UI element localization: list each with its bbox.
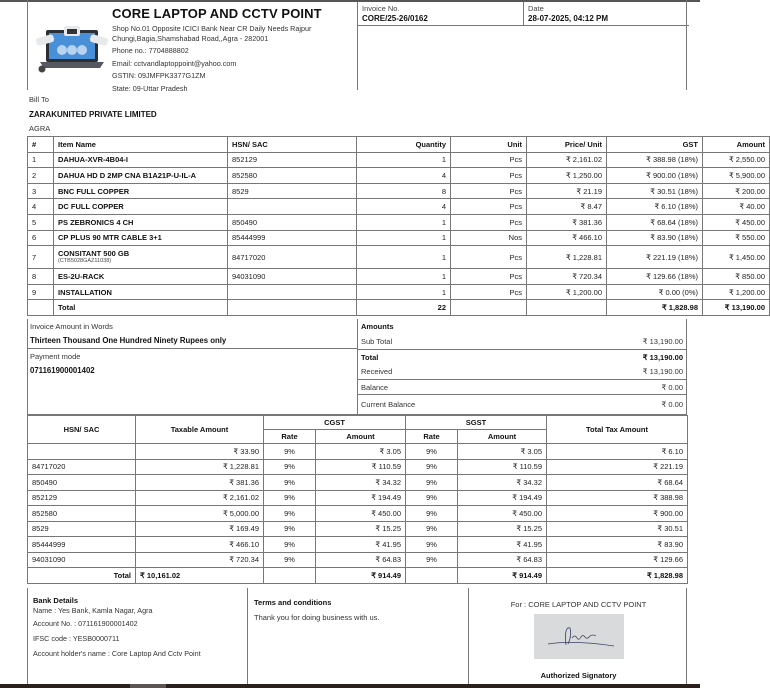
items-total-amount: ₹ 13,190.00 <box>703 300 770 316</box>
item-gst: ₹ 83.90 (18%) <box>607 230 703 246</box>
item-hsn: 850490 <box>228 214 357 230</box>
subtotal-label: Sub Total <box>361 337 393 346</box>
amount-in-words-box <box>27 319 357 415</box>
tax-sgst-amount: ₹ 64.83 <box>458 552 547 568</box>
item-row <box>28 199 770 215</box>
tax-row <box>28 490 688 506</box>
tax-taxable-amount: ₹ 1,228.81 <box>136 459 264 475</box>
tax-sgst-amount: ₹ 34.32 <box>458 475 547 491</box>
total-unit-cell <box>451 300 527 316</box>
item-row <box>28 214 770 230</box>
total-hsn-cell <box>228 300 357 316</box>
total-no-cell <box>28 300 54 316</box>
tax-sgst-rate: 9% <box>406 537 458 553</box>
tax-col-cgst: CGST <box>264 416 406 430</box>
item-name <box>54 183 228 199</box>
item-unit: Nos <box>451 230 527 246</box>
company-name: CORE LAPTOP AND CCTV POINT <box>112 6 322 21</box>
item-amount: ₹ 40.00 <box>703 199 770 215</box>
item-unit: Pcs <box>451 214 527 230</box>
balance-label: Balance <box>361 382 389 392</box>
item-name <box>54 246 228 269</box>
authorized-signatory-label: Authorized Signatory <box>540 671 617 680</box>
invoice-date-value: 28-07-2025, 04:12 PM <box>528 14 609 23</box>
item-amount: ₹ 550.00 <box>703 230 770 246</box>
item-row <box>28 246 770 269</box>
item-name-text: BNC FULL COPPER <box>58 186 130 196</box>
tax-row <box>28 444 688 460</box>
bank-details-title: Bank Details <box>33 596 79 605</box>
item-unit: Pcs <box>451 152 527 168</box>
bill-to-name: ZARAKUNITED PRIVATE LIMITED <box>29 110 157 119</box>
terms-text: Thank you for doing business with us. <box>254 613 380 622</box>
tax-row <box>28 552 688 568</box>
item-row <box>28 183 770 199</box>
tax-hsn: 94031090 <box>28 552 136 568</box>
item-quantity: 1 <box>357 246 451 269</box>
items-total-row <box>28 300 770 316</box>
invoice-page <box>27 0 765 688</box>
tax-sgst-amount: ₹ 194.49 <box>458 490 547 506</box>
tax-hsn: 852129 <box>28 490 136 506</box>
tax-taxable-amount: ₹ 720.34 <box>136 552 264 568</box>
item-gst: ₹ 68.64 (18%) <box>607 214 703 230</box>
tax-taxable-amount: ₹ 5,000.00 <box>136 506 264 522</box>
amounts-box <box>357 319 687 415</box>
tax-total: ₹ 221.19 <box>547 459 688 475</box>
col-header-amount: Amount <box>703 137 770 153</box>
company-gstin: GSTIN: 09JMFPK3377G1ZM <box>112 71 206 80</box>
amount-row-total <box>358 349 686 364</box>
item-hsn: 94031090 <box>228 269 357 285</box>
item-quantity: 1 <box>357 152 451 168</box>
amount-in-words-label: Invoice Amount in Words <box>30 322 113 331</box>
item-amount: ₹ 200.00 <box>703 183 770 199</box>
tax-summary-table <box>27 415 688 584</box>
item-unit: Pcs <box>451 168 527 184</box>
col-header-no: # <box>28 137 54 153</box>
tax-hsn: 850490 <box>28 475 136 491</box>
received-value: ₹ 13,190.00 <box>642 367 683 376</box>
item-name <box>54 168 228 184</box>
tax-total: ₹ 900.00 <box>547 506 688 522</box>
item-price: ₹ 1,250.00 <box>527 168 607 184</box>
item-quantity: 8 <box>357 183 451 199</box>
item-quantity: 1 <box>357 269 451 285</box>
company-address-line2: Chungi,Bagia,Shamshabad Road,,Agra - 282001 <box>112 33 269 43</box>
item-number: 1 <box>28 152 54 168</box>
item-name-text: CONSITANT 500 GB <box>58 249 130 259</box>
amount-row-subtotal <box>358 334 686 349</box>
item-row <box>28 152 770 168</box>
tax-hsn: 852580 <box>28 506 136 522</box>
bank-details <box>28 588 247 688</box>
tax-hsn: 8529 <box>28 521 136 537</box>
company-address-line1: Shop No.01 Opposite ICICI Bank Near CR Daily Needs Rajpur <box>112 24 312 33</box>
item-gst: ₹ 388.98 (18%) <box>607 152 703 168</box>
items-total-gst: ₹ 1,828.98 <box>607 300 703 316</box>
tax-sgst-amount: ₹ 110.59 <box>458 459 547 475</box>
tax-cgst-rate: 9% <box>264 444 316 460</box>
item-name-text: INSTALLATION <box>58 287 112 297</box>
col-header-hsn: HSN/ SAC <box>228 137 357 153</box>
item-hsn: 84717020 <box>228 246 357 269</box>
col-header-price: Price/ Unit <box>527 137 607 153</box>
tax-col-sgst: SGST <box>406 416 547 430</box>
item-gst: ₹ 900.00 (18%) <box>607 168 703 184</box>
invoice-date-label: Date <box>528 4 544 13</box>
item-price: ₹ 1,228.81 <box>527 246 607 269</box>
tax-taxable-amount: ₹ 2,161.02 <box>136 490 264 506</box>
item-number: 4 <box>28 199 54 215</box>
tax-hsn: 84717020 <box>28 459 136 475</box>
tax-cgst-rate: 9% <box>264 475 316 491</box>
col-header-quantity: Quantity <box>357 137 451 153</box>
invoice-date-cell <box>524 2 689 26</box>
summary-section <box>27 319 687 415</box>
signature-image <box>534 614 624 659</box>
item-number: 7 <box>28 246 54 269</box>
tax-cgst-rate: 9% <box>264 459 316 475</box>
items-header-row <box>28 137 770 153</box>
item-amount: ₹ 5,900.00 <box>703 168 770 184</box>
item-number: 5 <box>28 214 54 230</box>
tax-cgst-rate: 9% <box>264 490 316 506</box>
item-amount: ₹ 850.00 <box>703 269 770 285</box>
tax-cgst-amount: ₹ 450.00 <box>316 506 406 522</box>
tax-total: ₹ 68.64 <box>547 475 688 491</box>
tax-total: ₹ 6.10 <box>547 444 688 460</box>
item-name-text: PS ZEBRONICS 4 CH <box>58 217 134 227</box>
item-gst: ₹ 0.00 (0%) <box>607 284 703 300</box>
bank-account-number: Account No. : 071161900001402 <box>33 619 138 628</box>
amount-row-current-balance <box>358 394 686 414</box>
tax-cgst-amount: ₹ 34.32 <box>316 475 406 491</box>
tax-total-cgst-rate <box>264 568 316 584</box>
company-info <box>112 6 357 93</box>
scrollbar-thumb[interactable] <box>130 684 166 688</box>
col-header-unit: Unit <box>451 137 527 153</box>
total-label: Total <box>361 352 379 362</box>
amount-row-received <box>358 364 686 379</box>
tax-cgst-rate: 9% <box>264 537 316 553</box>
tax-col-cgst-amount: Amount <box>316 430 406 444</box>
item-hsn <box>228 284 357 300</box>
item-number: 3 <box>28 183 54 199</box>
item-price: ₹ 2,161.02 <box>527 152 607 168</box>
item-quantity: 1 <box>357 214 451 230</box>
invoice-meta <box>357 2 688 90</box>
subtotal-value: ₹ 13,190.00 <box>642 337 683 346</box>
item-row <box>28 284 770 300</box>
invoice-footer <box>27 588 687 688</box>
tax-total: ₹ 83.90 <box>547 537 688 553</box>
amount-in-words-value: Thirteen Thousand One Hundred Ninety Rupees only <box>30 336 227 345</box>
total-value: ₹ 13,190.00 <box>642 352 683 362</box>
item-unit: Pcs <box>451 183 527 199</box>
item-amount: ₹ 1,450.00 <box>703 246 770 269</box>
balance-value: ₹ 0.00 <box>661 382 683 392</box>
item-price: ₹ 720.34 <box>527 269 607 285</box>
col-header-gst: GST <box>607 137 703 153</box>
tax-row <box>28 459 688 475</box>
item-row <box>28 230 770 246</box>
invoice-number-value: CORE/25-26/0162 <box>362 14 428 23</box>
company-email: Email: cctvandlaptoppoint@yahoo.com <box>112 58 237 68</box>
items-total-qty: 22 <box>357 300 451 316</box>
tax-row <box>28 537 688 553</box>
bottom-scrollbar[interactable] <box>0 684 700 688</box>
tax-taxable-amount: ₹ 381.36 <box>136 475 264 491</box>
item-row <box>28 269 770 285</box>
item-quantity: 1 <box>357 230 451 246</box>
signature-for-company: For : CORE LAPTOP AND CCTV POINT <box>510 600 647 609</box>
item-name-text: CP PLUS 90 MTR CABLE 3+1 <box>58 233 162 243</box>
tax-header-row-1 <box>28 416 688 430</box>
item-amount: ₹ 2,550.00 <box>703 152 770 168</box>
tax-total-sgst-amount: ₹ 914.49 <box>458 568 547 584</box>
amount-row-balance <box>358 379 686 394</box>
item-name <box>54 152 228 168</box>
amounts-title-row <box>358 319 686 334</box>
item-name-text: DC FULL COPPER <box>58 202 124 212</box>
tax-cgst-amount: ₹ 110.59 <box>316 459 406 475</box>
tax-hsn: 85444999 <box>28 537 136 553</box>
tax-sgst-rate: 9% <box>406 459 458 475</box>
invoice-number-cell <box>358 2 524 26</box>
signature-scribble-icon <box>534 614 624 659</box>
item-gst: ₹ 129.66 (18%) <box>607 269 703 285</box>
item-quantity: 1 <box>357 284 451 300</box>
item-amount: ₹ 450.00 <box>703 214 770 230</box>
items-table <box>27 136 770 316</box>
tax-row <box>28 506 688 522</box>
items-total-label: Total <box>54 300 228 316</box>
tax-cgst-amount: ₹ 41.95 <box>316 537 406 553</box>
company-state: State: 09-Uttar Pradesh <box>112 83 188 93</box>
tax-col-hsn: HSN/ SAC <box>28 416 136 444</box>
current-balance-value: ₹ 0.00 <box>661 400 683 409</box>
bank-account-holder: Account holder's name : Core Laptop And Cctv Point <box>33 649 201 658</box>
current-balance-label: Current Balance <box>361 400 416 409</box>
tax-sgst-amount: ₹ 41.95 <box>458 537 547 553</box>
laptop-cctv-logo-icon <box>36 22 108 74</box>
item-hsn: 852580 <box>228 168 357 184</box>
item-name <box>54 269 228 285</box>
item-unit: Pcs <box>451 269 527 285</box>
item-name <box>54 284 228 300</box>
item-number: 9 <box>28 284 54 300</box>
item-hsn <box>228 199 357 215</box>
item-unit: Pcs <box>451 246 527 269</box>
bank-ifsc: IFSC code : YESB0000711 <box>33 634 120 643</box>
tax-sgst-rate: 9% <box>406 521 458 537</box>
company-phone: Phone no.: 7704888802 <box>112 46 189 55</box>
tax-sgst-rate: 9% <box>406 444 458 460</box>
tax-total-cgst-amount: ₹ 914.49 <box>316 568 406 584</box>
total-price-cell <box>527 300 607 316</box>
tax-total: ₹ 129.66 <box>547 552 688 568</box>
tax-total: ₹ 30.51 <box>547 521 688 537</box>
invoice-number-label: Invoice No. <box>362 4 400 13</box>
tax-cgst-amount: ₹ 64.83 <box>316 552 406 568</box>
item-quantity: 4 <box>357 168 451 184</box>
tax-total-label: Total <box>28 568 136 584</box>
item-number: 8 <box>28 269 54 285</box>
item-name-text: DAHUA HD D 2MP CNA B1A21P-U-IL-A <box>58 170 197 180</box>
item-name-text: ES-2U-RACK <box>58 271 105 281</box>
tax-taxable-amount: ₹ 33.90 <box>136 444 264 460</box>
item-serial: (CTB5028GAZ11038) <box>58 258 112 265</box>
payment-mode-label: Payment mode <box>30 352 81 361</box>
item-gst: ₹ 6.10 (18%) <box>607 199 703 215</box>
tax-sgst-rate: 9% <box>406 490 458 506</box>
tax-total-taxable: ₹ 10,161.02 <box>136 568 264 584</box>
tax-sgst-amount: ₹ 15.25 <box>458 521 547 537</box>
tax-cgst-rate: 9% <box>264 521 316 537</box>
tax-cgst-amount: ₹ 194.49 <box>316 490 406 506</box>
tax-taxable-amount: ₹ 466.10 <box>136 537 264 553</box>
tax-total-amount: ₹ 1,828.98 <box>547 568 688 584</box>
tax-col-sgst-rate: Rate <box>406 430 458 444</box>
tax-total: ₹ 388.98 <box>547 490 688 506</box>
tax-col-sgst-amount: Amount <box>458 430 547 444</box>
tax-sgst-rate: 9% <box>406 552 458 568</box>
tax-sgst-amount: ₹ 450.00 <box>458 506 547 522</box>
tax-taxable-amount: ₹ 169.49 <box>136 521 264 537</box>
tax-cgst-amount: ₹ 3.05 <box>316 444 406 460</box>
item-number: 6 <box>28 230 54 246</box>
item-price: ₹ 21.19 <box>527 183 607 199</box>
item-unit: Pcs <box>451 284 527 300</box>
item-price: ₹ 466.10 <box>527 230 607 246</box>
item-price: ₹ 381.36 <box>527 214 607 230</box>
amounts-title: Amounts <box>361 322 394 331</box>
tax-row <box>28 521 688 537</box>
tax-hsn <box>28 444 136 460</box>
tax-total-sgst-rate <box>406 568 458 584</box>
item-unit: Pcs <box>451 199 527 215</box>
item-price: ₹ 1,200.00 <box>527 284 607 300</box>
invoice-header <box>27 0 687 93</box>
tax-cgst-amount: ₹ 15.25 <box>316 521 406 537</box>
item-quantity: 4 <box>357 199 451 215</box>
tax-sgst-amount: ₹ 3.05 <box>458 444 547 460</box>
terms-title: Terms and conditions <box>254 598 332 607</box>
tax-col-cgst-rate: Rate <box>264 430 316 444</box>
col-header-item-name: Item Name <box>54 137 228 153</box>
item-hsn: 8529 <box>228 183 357 199</box>
item-hsn: 85444999 <box>228 230 357 246</box>
tax-total-row <box>28 568 688 584</box>
item-name <box>54 230 228 246</box>
item-hsn: 852129 <box>228 152 357 168</box>
received-label: Received <box>361 367 393 376</box>
item-amount: ₹ 1,200.00 <box>703 284 770 300</box>
bill-to-city: AGRA <box>29 124 51 133</box>
item-name <box>54 214 228 230</box>
bank-name: Name : Yes Bank, Kamla Nagar, Agra <box>33 606 153 615</box>
item-name-text: DAHUA-XVR-4B04-I <box>58 155 129 165</box>
tax-col-taxable: Taxable Amount <box>136 416 264 444</box>
bill-to-label: Bill To <box>29 95 49 104</box>
item-row <box>28 168 770 184</box>
tax-col-total-tax: Total Tax Amount <box>547 416 688 444</box>
tax-cgst-rate: 9% <box>264 552 316 568</box>
tax-row <box>28 475 688 491</box>
terms-and-conditions <box>247 588 468 688</box>
item-gst: ₹ 30.51 (18%) <box>607 183 703 199</box>
item-gst: ₹ 221.19 (18%) <box>607 246 703 269</box>
item-name <box>54 199 228 215</box>
signature-block <box>468 588 688 688</box>
tax-sgst-rate: 9% <box>406 506 458 522</box>
payment-mode-value: 071161900001402 <box>30 366 95 375</box>
tax-cgst-rate: 9% <box>264 506 316 522</box>
item-price: ₹ 8.47 <box>527 199 607 215</box>
item-number: 2 <box>28 168 54 184</box>
tax-sgst-rate: 9% <box>406 475 458 491</box>
